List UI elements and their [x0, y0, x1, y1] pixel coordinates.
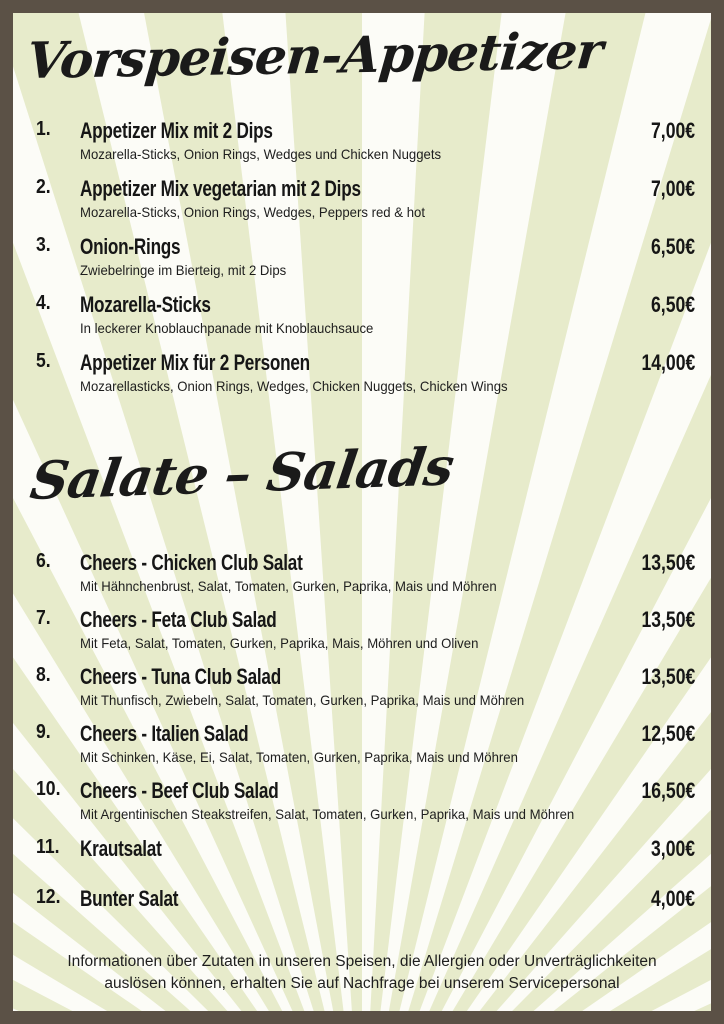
item-price: 6,50€ — [650, 234, 695, 259]
item-description: Mozarella-Sticks, Onion Rings, Wedges und Chicken Nuggets — [80, 146, 442, 162]
item-number: 10. — [36, 778, 61, 800]
allergen-notice-line: Informationen über Zutaten in unseren Speisen, die Allergien oder Unverträglichkeiten — [67, 953, 657, 970]
item-description: Mozarella-Sticks, Onion Rings, Wedges, Peppers red & hot — [80, 204, 426, 220]
item-number: 8. — [36, 664, 51, 686]
item-name: Cheers - Tuna Club Salad — [80, 664, 281, 689]
item-name: Cheers - Beef Club Salad — [80, 778, 279, 803]
item-price: 13,50€ — [641, 607, 695, 632]
item-description: Mozarellasticks, Onion Rings, Wedges, Chicken Nuggets, Chicken Wings — [80, 378, 508, 394]
item-number: 4. — [36, 292, 51, 314]
item-price: 16,50€ — [641, 778, 695, 803]
item-price: 13,50€ — [641, 664, 695, 689]
item-price: 12,50€ — [641, 721, 695, 746]
allergen-notice-line: auslösen können, erhalten Sie auf Nachfrage bei unserem Servicepersonal — [104, 975, 620, 992]
item-name: Cheers - Feta Club Salad — [80, 607, 277, 632]
item-number: 6. — [36, 550, 51, 572]
item-number: 2. — [36, 176, 51, 198]
allergen-notice — [13, 951, 711, 995]
item-description: Mit Feta, Salat, Tomaten, Gurken, Paprika, Mais, Möhren und Oliven — [80, 635, 479, 651]
section-title-appetizers: Vorspeisen-Appetizer — [24, 20, 605, 90]
item-price: 4,00€ — [650, 886, 695, 911]
item-description: Mit Schinken, Käse, Ei, Salat, Tomaten, Gurken, Paprika, Mais und Möhren — [80, 749, 518, 765]
item-description: In leckerer Knoblauchpanade mit Knoblauchsauce — [80, 320, 374, 336]
item-number: 7. — [36, 607, 51, 629]
item-price: 3,00€ — [650, 836, 695, 861]
item-name: Appetizer Mix mit 2 Dips — [80, 118, 273, 143]
menu-item — [13, 234, 711, 286]
menu-item — [13, 350, 711, 402]
item-name: Bunter Salat — [80, 886, 179, 911]
item-description: Mit Argentinischen Steakstreifen, Salat, Tomaten, Gurken, Paprika, Mais und Möhren — [80, 806, 575, 822]
item-description: Mit Hähnchenbrust, Salat, Tomaten, Gurken, Paprika, Mais und Möhren — [80, 578, 497, 594]
menu-item — [13, 607, 711, 659]
item-description: Zwiebelringe im Bierteig, mit 2 Dips — [80, 262, 287, 278]
menu-item — [13, 886, 711, 938]
item-number: 12. — [36, 886, 61, 908]
item-price: 6,50€ — [650, 292, 695, 317]
item-price: 14,00€ — [641, 350, 695, 375]
menu-item — [13, 176, 711, 228]
menu-item — [13, 118, 711, 170]
item-name: Cheers - Italien Salad — [80, 721, 249, 746]
menu-item — [13, 550, 711, 602]
item-number: 1. — [36, 118, 51, 140]
menu-item — [13, 721, 711, 773]
item-number: 11. — [36, 836, 60, 858]
item-description: Mit Thunfisch, Zwiebeln, Salat, Tomaten, Gurken, Paprika, Mais und Möhren — [80, 692, 525, 708]
menu-item — [13, 664, 711, 716]
item-price: 7,00€ — [650, 176, 695, 201]
item-number: 9. — [36, 721, 51, 743]
menu-content — [13, 13, 711, 1011]
item-name: Krautsalat — [80, 836, 162, 861]
item-price: 13,50€ — [641, 550, 695, 575]
item-name: Appetizer Mix vegetarian mit 2 Dips — [80, 176, 361, 201]
item-number: 5. — [36, 350, 51, 372]
menu-item — [13, 778, 711, 830]
menu-item — [13, 836, 711, 888]
section-title-salads: Salate – Salads — [26, 436, 457, 512]
item-name: Cheers - Chicken Club Salat — [80, 550, 303, 575]
item-number: 3. — [36, 234, 51, 256]
item-name: Onion-Rings — [80, 234, 181, 259]
menu-item — [13, 292, 711, 344]
item-name: Appetizer Mix für 2 Personen — [80, 350, 310, 375]
item-name: Mozarella-Sticks — [80, 292, 211, 317]
item-price: 7,00€ — [650, 118, 695, 143]
